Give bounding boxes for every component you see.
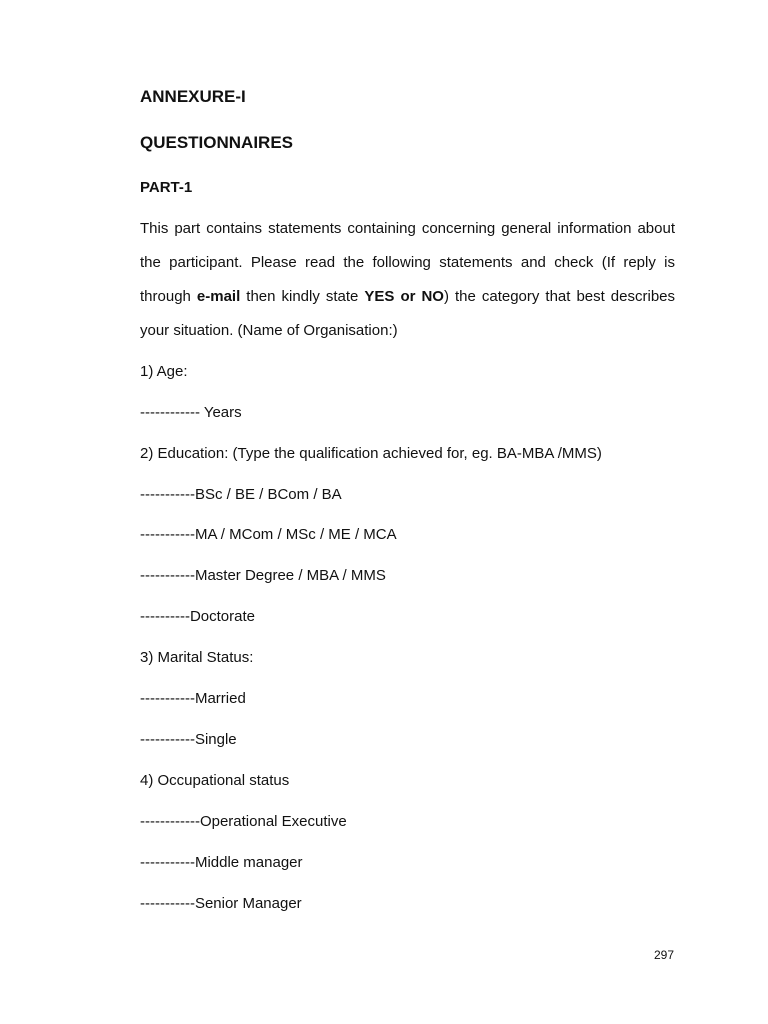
marital-option-married: -----------Married [140,690,246,707]
education-option-doctorate: ----------Doctorate [140,608,255,625]
intro-yes-no: YES or NO [364,288,444,305]
question-age-label: 1) Age: [140,363,188,380]
page-number: 297 [654,948,675,962]
question-education-label: 2) Education: (Type the qualification achieved for, eg. BA-MBA /MMS) [140,445,602,462]
education-option-master: -----------MA / MCom / MSc / ME / MCA [140,526,397,543]
question-marital-label: 3) Marital Status: [140,649,254,666]
education-option-mba: -----------Master Degree / MBA / MMS [140,567,386,584]
education-option-bachelor: -----------BSc / BE / BCom / BA [140,486,342,503]
marital-option-single: -----------Single [140,731,237,748]
question-occupation-label: 4) Occupational status [140,772,290,789]
occupation-option-middle: -----------Middle manager [140,854,303,871]
intro-email: e-mail [196,288,241,305]
intro-paragraph [140,212,675,348]
intro-text-2: then kindly state [240,288,365,305]
age-years-option: ------------ Years [140,404,242,421]
part-title: PART-1 [140,179,193,196]
intro-text-3: ) the category that best describes your situation. (Name of Organisation:) [140,288,676,339]
intro-text-1: This part contains statements containing concerning general information about the participant. Please read the following statements and check (If reply is through [140,220,675,305]
occupation-option-operational: ------------Operational Executive [140,813,347,830]
occupation-option-senior: -----------Senior Manager [140,895,302,912]
questionnaires-title: QUESTIONNAIRES [140,133,294,152]
annexure-title: ANNEXURE-I [140,87,246,106]
